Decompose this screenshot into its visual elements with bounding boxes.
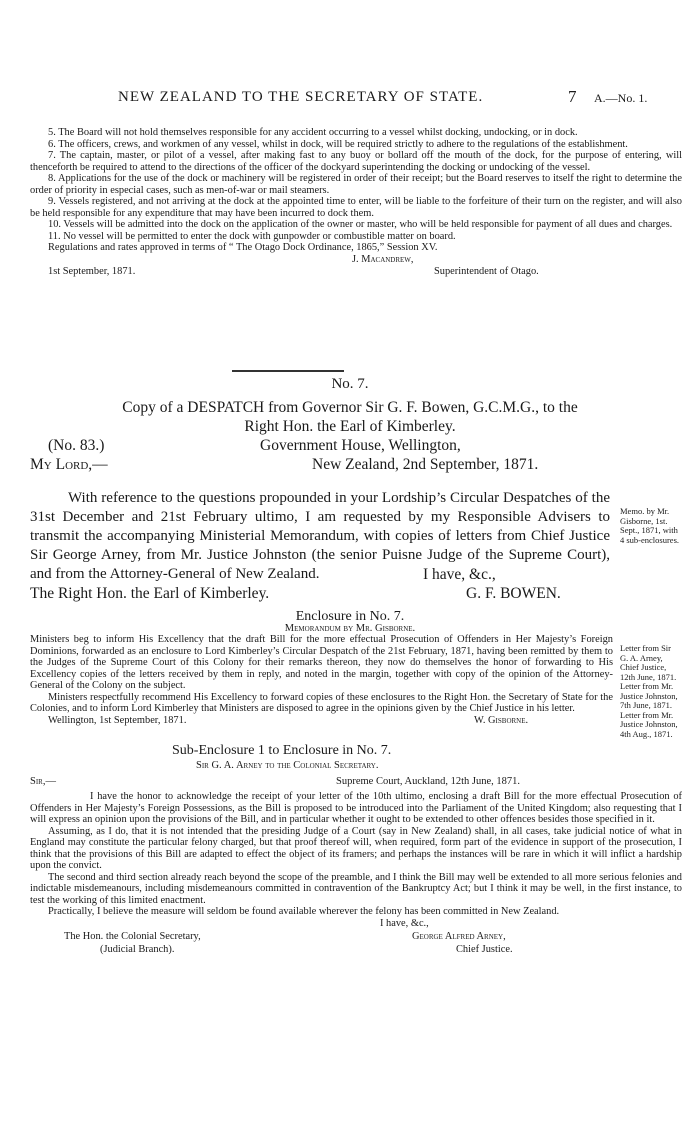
rule-item: 9. Vessels registered, and not arriving at the dock at the appointed time to enter, will be liable to the forfeiture of their turn on the register, and will also be held responsible for any expenditure that may have been incurred to dock them.	[30, 196, 682, 219]
gisborne-signature-row	[30, 715, 613, 727]
sub-signature-row	[30, 931, 682, 944]
despatch-number: No. 7.	[331, 376, 369, 392]
margin-line: Sept., 1871, with	[620, 525, 678, 535]
despatch-signature: G. F. BOWEN.	[466, 585, 561, 602]
despatch-paragraph: With reference to the questions propounded in your Lordship’s Circular Despatches of the 31st December and 21st February ultimo, I am requested by my Responsible Advisers to transmit the accompanying Ministerial Memorandum, with copies of letters from Chief Justice Sir George Arney, from Mr. Justice Johnston (the senior Puisne Judge of the Supreme Court), and from the Attorney-General of New Zealand.	[30, 490, 610, 582]
page-number: 7	[568, 87, 577, 106]
macandrew-date: 1st September, 1871.	[48, 265, 136, 277]
enclosure-paragraph: Ministers beg to inform His Excellency that the draft Bill for the more effectual Prosecution of Offenders in Her Majesty’s Foreign Dominions, forwarded as an enclosure to Lord Kimberley’s Circular Despatch of the 21st February, 1871, having been remitted by them to the Judges of the Supreme Court of this Colony for their remarks thereon, they now do themselves the honor of forwarding to His Excellency copies of the letters received by them in reply, and noted in the margin, together with copy of the opinion of the Attorney-General of the Colony on the subject.	[30, 634, 613, 691]
despatch-place: Government House, Wellington,	[260, 437, 461, 454]
sub-enclosure-salutation: Sir,—	[30, 776, 56, 787]
despatch-margin-note	[620, 507, 679, 545]
sub-enclosure-paragraph: Assuming, as I do, that it is not intended that the presiding Judge of a Court (say in New Zealand) shall, in all cases, take judicial notice of what in England may constitute the particular felony charged, but that proof thereof will, when required, form part of the evidence in support of the prosecution, I think that the provisions of this Bill are adapted to effect the object of its framers; and perhaps the instances will be rare in which it will inflict a hardship upon the convict.	[30, 825, 682, 871]
margin-line: Gisborne, 1st.	[620, 515, 668, 526]
sub-enclosure-closing: I have, &c.,	[380, 917, 429, 929]
rule-item: 11. No vessel will be permitted to enter the dock with gunpowder or combustible matter on board.	[48, 230, 456, 242]
margin-line: 4 sub-enclosures.	[620, 534, 680, 545]
rule-item: 7. The captain, master, or pilot of a vessel, after making fast to any buoy or bollard off the mouth of the dock, for the purpose of entering, will thenceforth be required to attend to the directions of the officer of the dockyard superintending the docking or undocking of the vessel.	[30, 150, 682, 173]
enclosure-subtitle: Memorandum by Mr. Gisborne.	[284, 623, 416, 634]
sub-enclosure-place-date: Supreme Court, Auckland, 12th June, 1871.	[336, 776, 521, 787]
enclosure-date: Wellington, 1st September, 1871.	[48, 714, 187, 726]
macandrew-date-row	[30, 266, 682, 278]
margin-line: Letter from Sir	[620, 643, 671, 653]
margin-line: 12th June, 1871.	[620, 671, 677, 682]
enclosure-body	[30, 634, 613, 727]
despatch-body	[30, 489, 610, 584]
despatch-heading-line1: Copy of a DESPATCH from Governor Sir G. F. Bowen, G.C.M.G., to the	[122, 399, 578, 416]
sub-enclosure-subtitle: Sir G. A. Arney to the Colonial Secretary.	[196, 760, 379, 771]
sub-closing-row	[30, 918, 682, 931]
rule-item: 10. Vessels will be admitted into the dock on the application of the owner or master, who will be held responsible for payment of all dues and charges.	[48, 219, 673, 230]
header-title: NEW ZEALAND TO THE SECRETARY OF STATE.	[118, 89, 484, 105]
margin-line: Letter from Mr.	[620, 709, 674, 720]
despatch-ref: (No. 83.)	[48, 437, 105, 454]
rule-item: 8. Applications for the use of the dock or machinery will be registered in order of their receipt; but the Board reserves to itself the right to determine the order of priority in especial cases, such as men-of-war or mail steamers.	[30, 173, 682, 196]
macandrew-title: Superintendent of Otago.	[434, 265, 539, 277]
despatch-date: New Zealand, 2nd September, 1871.	[312, 456, 539, 473]
sub-enclosure-addressee-branch: (Judicial Branch).	[100, 943, 175, 955]
enclosure-paragraph: Ministers respectfully recommend His Excellency to forward copies of these enclosures to the Right Hon. the Secretary of State for the Colonies, and to inform Lord Kimberley that Ministers are disposed to agree in the opinions given by the Chief Justice in his letter.	[30, 691, 613, 714]
sub-enclosure-paragraph: Practically, I believe the measure will seldom be found available wherever the felony has been committed in New Zealand.	[48, 906, 560, 917]
paper-reference: A.—No. 1.	[594, 91, 648, 105]
sub-enclosure-signature-title: Chief Justice.	[456, 943, 513, 955]
macandrew-signature-row	[30, 254, 682, 266]
sub-title-row	[30, 944, 682, 957]
despatch-closing: I have, &c.,	[423, 566, 496, 583]
sub-enclosure-addressee: The Hon. the Colonial Secretary,	[64, 930, 201, 942]
sub-enclosure-body	[30, 791, 682, 957]
rule-item: 6. The officers, crews, and workmen of any vessel, whilst in dock, will be required strictly to adhere to the regulations of the establishment.	[48, 138, 628, 150]
running-header	[0, 89, 700, 109]
sub-enclosure-paragraph: I have the honor to acknowledge the receipt of your letter of the 10th ultimo, enclosing a draft Bill for the more effectual Prosecution of Offenders in Her Majesty’s Foreign Possessions, as the Bill is proposed to be introduced into the Parliament of the United Kingdom; also requesting that I will express an opinion upon the provisions of the Bill, and in particular whether it ought to be extended to other offences besides those specified in it.	[30, 791, 682, 825]
margin-line: Justice Johnston,	[620, 690, 678, 701]
enclosure-signature: W. Gisborne.	[474, 714, 529, 726]
despatch-heading-line2: Right Hon. the Earl of Kimberley.	[244, 418, 456, 435]
margin-line: 7th June, 1871.	[620, 700, 672, 710]
rule-item: 5. The Board will not hold themselves responsible for any accident occurring to a vessel whilst docking, undocking, or in dock.	[48, 127, 578, 138]
sub-enclosure-signature: George Alfred Arney,	[412, 930, 506, 942]
despatch-salutation: My Lord,—	[30, 456, 108, 473]
margin-line: 4th Aug., 1871.	[620, 728, 673, 739]
section-divider	[232, 370, 344, 372]
enclosure-title: Enclosure in No. 7.	[295, 609, 405, 624]
sub-enclosure-title: Sub-Enclosure 1 to Enclosure in No. 7.	[172, 743, 392, 758]
margin-line: G. A. Arney,	[620, 652, 663, 663]
margin-line: Letter from Mr.	[620, 681, 674, 691]
margin-line: Memo. by Mr.	[620, 506, 670, 516]
sub-enclosure-paragraph: The second and third section already reach beyond the scope of the preamble, and I think the Bill may well be extended to all more serious felonies and indictable misdemeanours, including misdemeanours committed in contravention of the Bankruptcy Act; but I think it may be well, in the first instance, to test the working of this limited enactment.	[30, 871, 682, 906]
margin-line: Chief Justice,	[620, 662, 667, 672]
enclosure-margin-note	[620, 644, 678, 739]
despatch-addressee: The Right Hon. the Earl of Kimberley.	[30, 585, 270, 602]
dock-regulations	[30, 127, 682, 278]
margin-line: Justice Johnston,	[620, 719, 678, 729]
macandrew-name: J. Macandrew,	[352, 253, 414, 265]
regulations-note: Regulations and rates approved in terms of “ The Otago Dock Ordinance, 1865,” Session XV.	[48, 242, 438, 253]
